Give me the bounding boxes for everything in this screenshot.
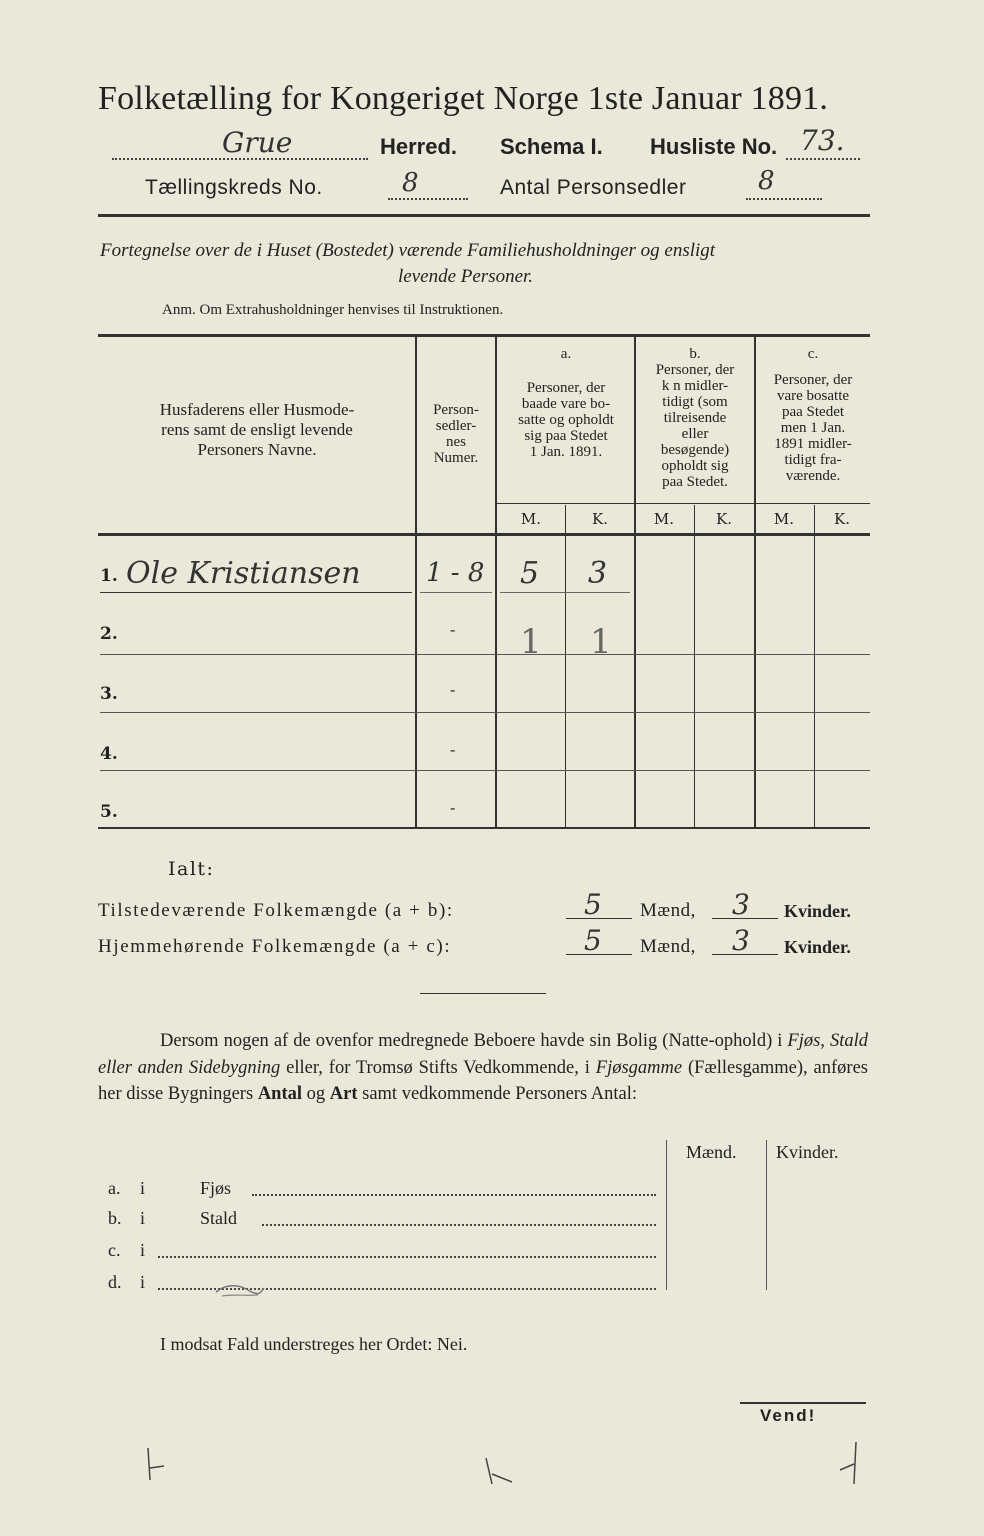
bt-divider	[666, 1140, 667, 1290]
m-label-a: M.	[520, 510, 542, 528]
header-names: Husfaderens eller Husmode- rens samt de ensligt levende Personers Navne.	[159, 400, 355, 459]
col-divider	[565, 505, 566, 827]
kreds-label: Tællingskreds No.	[145, 176, 323, 199]
husliste-label: Husliste No.	[650, 134, 778, 159]
vend-label: Vend!	[760, 1406, 817, 1425]
tilst-k-value: 3	[732, 888, 750, 921]
corner-mark	[140, 1444, 170, 1484]
row-rule	[100, 770, 870, 771]
corner-mark	[478, 1452, 518, 1492]
row-sedler: -	[450, 620, 456, 639]
col-divider	[694, 505, 695, 827]
bt-divider	[766, 1140, 767, 1290]
antal-label: Antal Personsedler	[500, 176, 687, 199]
header-col-a: a. Personer, der baade vare bo- satte og opholdt sig paa Stedet 1 Jan. 1891.	[518, 346, 614, 460]
row-a-k: 1	[590, 622, 612, 662]
hjem-label: Hjemmehørende Folkemængde (a + c):	[98, 936, 452, 957]
corner-mark	[832, 1440, 872, 1490]
k-label-c: K.	[834, 510, 850, 528]
bt-row-dots	[158, 1254, 656, 1258]
mk-rule	[497, 503, 870, 504]
row-rule	[420, 592, 492, 593]
bt-row-letter: c.	[108, 1240, 121, 1260]
ialt-label: Ialt:	[168, 858, 215, 880]
bt-row-i: i	[140, 1272, 146, 1292]
k-label-a: K.	[592, 510, 608, 528]
row-number: 2.	[100, 624, 118, 644]
intro-line-1: Fortegnelse over de i Huset (Bostedet) værende Familiehusholdninger og ensligt	[100, 240, 716, 261]
row-sedler: -	[450, 740, 456, 759]
tilst-kvinder: Kvinder.	[784, 901, 851, 921]
schema-label: Schema I.	[500, 134, 603, 159]
m-label-b: M.	[653, 510, 675, 528]
row-rule	[100, 592, 412, 593]
herred-value: Grue	[222, 126, 293, 159]
col-divider	[814, 505, 815, 827]
col-divider	[495, 336, 497, 827]
row-a-k: 3	[588, 556, 608, 591]
kreds-value: 8	[402, 168, 419, 198]
bt-row-letter: d.	[108, 1272, 122, 1292]
k-label-b: K.	[716, 510, 732, 528]
anm-note: Anm. Om Extrahusholdninger henvises til Instruktionen.	[162, 302, 504, 318]
bt-row-i: i	[140, 1178, 146, 1198]
row-name: Ole Kristiansen	[126, 556, 361, 591]
row-rule	[100, 654, 870, 655]
hjem-maend: Mænd,	[640, 936, 696, 957]
row-a-m: 1	[520, 622, 542, 662]
buildings-paragraph: Dersom nogen af de ovenfor medregnede Beboere havde sin Bolig (Natte-ophold) i Fjøs, Stald eller anden Sidebygning eller, for Tromsø Stifts Vedkommende, i Fjøsgamme (Fællesgamme), anføres her disse Bygningers Antal og Art samt vedkommende Personers Antal:	[98, 1031, 868, 1104]
row-sedler: 1 - 8	[426, 558, 485, 588]
husliste-value: 73.	[800, 124, 845, 157]
section-divider	[420, 993, 546, 994]
bt-row-letter: a.	[108, 1178, 121, 1198]
bt-row-letter: b.	[108, 1208, 122, 1228]
hjem-k-value: 3	[732, 924, 750, 957]
pen-scribble-mark	[212, 1278, 268, 1300]
bt-row-i: i	[140, 1240, 146, 1260]
m-label-c: M.	[773, 510, 795, 528]
bt-row-dots	[262, 1222, 656, 1226]
modsat-text: I modsat Fald understreges her Ordet: Nei.	[160, 1334, 468, 1354]
bt-row-label: Fjøs	[200, 1178, 232, 1198]
col-divider	[415, 336, 417, 827]
header-col-c: c. Personer, der vare bosatte paa Stedet men 1 Jan. 1891 midler- tidigt fra- værende.	[773, 346, 853, 484]
intro-line-2: levende Personer.	[398, 266, 534, 287]
tilst-label: Tilstedeværende Folkemængde (a + b):	[98, 900, 454, 921]
header-sedler: Person- sedler- nes Numer.	[433, 402, 479, 466]
herred-label: Herred.	[380, 134, 458, 159]
antal-value: 8	[758, 166, 775, 196]
row-number: 1.	[100, 566, 118, 586]
row-rule	[500, 592, 630, 593]
bt-row-label: Stald	[200, 1208, 238, 1228]
row-number: 3.	[100, 684, 118, 704]
row-a-m: 5	[520, 556, 540, 591]
form-title: Folketælling for Kongeriget Norge 1ste Januar 1891.	[98, 80, 829, 117]
row-number: 5.	[100, 802, 118, 822]
row-sedler: -	[450, 798, 456, 817]
bt-maend-header: Mænd.	[686, 1142, 737, 1162]
bt-row-i: i	[140, 1208, 146, 1228]
tilst-maend: Mænd,	[640, 900, 696, 921]
hjem-m-value: 5	[584, 924, 602, 957]
tilst-m-value: 5	[584, 888, 602, 921]
header-col-b: b. Personer, der k n midler- tidigt (som tilreisende eller besøgende) opholdt sig paa Stedet.	[655, 346, 735, 490]
row-rule	[100, 712, 870, 713]
kreds-dotted-line	[388, 192, 468, 200]
bt-row-dots	[252, 1192, 656, 1196]
table-bottom-rule	[98, 827, 870, 829]
row-sedler: -	[450, 680, 456, 699]
bt-kvinder-header: Kvinder.	[776, 1142, 839, 1162]
row-number: 4.	[100, 744, 118, 764]
hjem-kvinder: Kvinder.	[784, 937, 851, 957]
vend-rule	[740, 1402, 866, 1404]
header-rule	[98, 214, 870, 217]
